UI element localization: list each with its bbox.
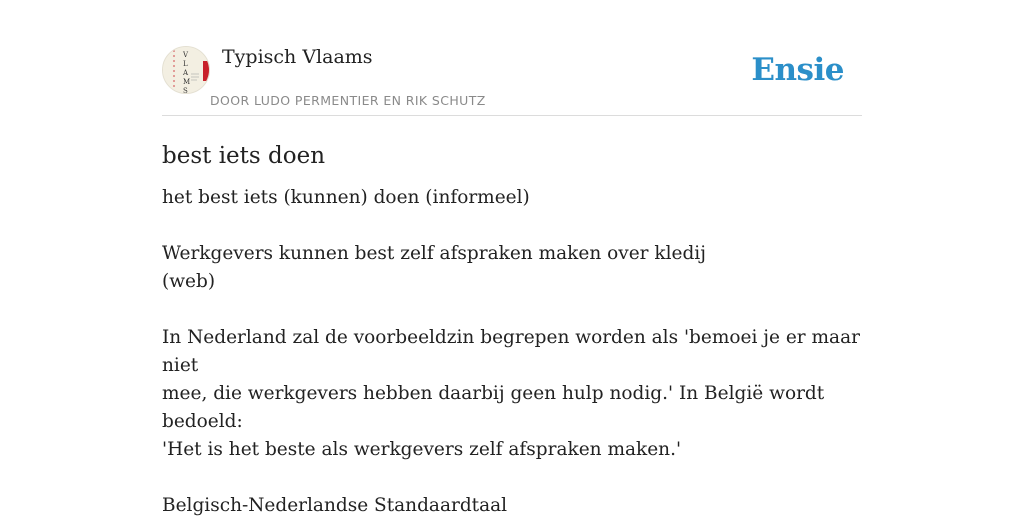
example-source: (web) <box>162 271 216 292</box>
page <box>162 0 862 520</box>
entry-term: best iets doen <box>162 143 326 169</box>
site-header <box>162 0 862 116</box>
explanation-line: In Nederland zal de voorbeeldzin begrepen worden als 'bemoei je er maar niet <box>162 327 860 376</box>
explanation-line: mee, die werkgevers hebben daarbij geen hulp nodig.' In België wordt bedoeld: <box>162 383 825 432</box>
avatar-letter: L <box>183 60 188 68</box>
author-byline: DOOR LUDO PERMENTIER EN RIK SCHUTZ <box>210 93 486 108</box>
explanation-line: 'Het is het beste als werkgevers zelf afspraken maken.' <box>162 439 682 460</box>
example-sentence: Werkgevers kunnen best zelf afspraken maken over kledij <box>162 243 706 264</box>
ensie-logo-link[interactable]: Ensie <box>751 52 844 88</box>
book-cover-icon[interactable] <box>162 46 210 94</box>
avatar-letter: M <box>183 78 191 86</box>
entry-content <box>162 116 862 520</box>
avatar-letter: S <box>183 87 188 94</box>
entry-example <box>162 240 862 296</box>
site-title[interactable]: Typisch Vlaams <box>222 46 373 68</box>
book-cover-graphic <box>163 47 210 94</box>
avatar-letter: A <box>183 69 189 77</box>
entry-explanation <box>162 324 862 464</box>
avatar-letter: V <box>183 51 189 59</box>
entry-category: Belgisch-Nederlandse Standaardtaal <box>162 495 508 516</box>
entry-definition: het best iets (kunnen) doen (informeel) <box>162 187 530 208</box>
